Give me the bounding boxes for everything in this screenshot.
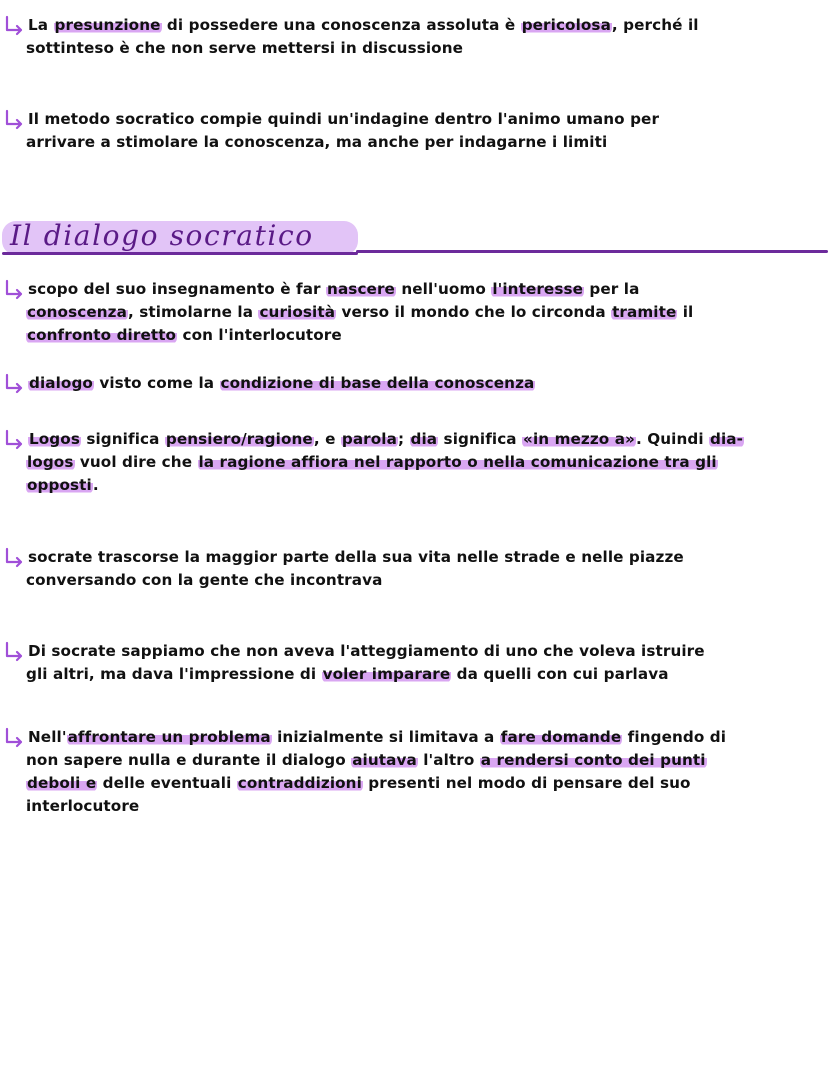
section-heading (0, 216, 828, 264)
highlighted-text: aiutava (352, 751, 417, 769)
highlighted-text: condizione di base della conoscenza (220, 374, 535, 392)
highlighted-text: dialogo (29, 374, 93, 392)
note-line (26, 569, 382, 591)
text-segment: Di socrate sappiamo che non aveva l'atteggiamento di uno che voleva istruire (28, 642, 705, 660)
highlighted-text: pericolosa (521, 16, 611, 34)
corner-arrow-icon (4, 108, 26, 130)
note-line (28, 726, 726, 748)
note-line (26, 131, 607, 153)
text-segment: presenti nel modo di pensare del suo (362, 774, 691, 792)
highlighted-text: curiosità (259, 303, 336, 321)
highlighted-text: la ragione affiora nel rapporto o nella comunicazione tra gli (198, 453, 717, 471)
highlighted-text: opposti (27, 476, 92, 494)
note-line (26, 749, 707, 771)
highlighted-text: fare domande (500, 728, 622, 746)
highlighted-text: Logos (29, 430, 80, 448)
text-segment: da quelli con cui parlava (451, 665, 669, 683)
text-segment: . Quindi (635, 430, 710, 448)
text-segment: , perché il (611, 16, 699, 34)
text-segment: significa (80, 430, 165, 448)
text-segment: l'altro (417, 751, 480, 769)
note-line (28, 278, 639, 300)
highlighted-text: parola (341, 430, 397, 448)
corner-arrow-icon (4, 14, 26, 36)
highlighted-text: logos (27, 453, 74, 471)
note-line (28, 108, 659, 130)
text-segment: interlocutore (26, 797, 140, 815)
text-segment: per la (584, 280, 640, 298)
text-segment: socrate trascorse la maggior parte della sua vita nelle strade e nelle piazze (28, 548, 684, 566)
heading-underline (2, 252, 358, 255)
note-line (28, 546, 684, 568)
text-segment: significa (438, 430, 523, 448)
highlighted-text: dia (410, 430, 438, 448)
text-segment: ; (397, 430, 410, 448)
text-segment: gli altri, ma dava l'impressione di (26, 665, 322, 683)
note-line (26, 772, 691, 794)
text-segment: visto come la (93, 374, 220, 392)
note-line (26, 663, 669, 685)
highlighted-text: voler imparare (322, 665, 451, 683)
highlighted-text: tramite (612, 303, 677, 321)
text-segment: non sapere nulla e durante il dialogo (26, 751, 352, 769)
text-segment: con l'interlocutore (177, 326, 342, 344)
highlighted-text: a rendersi conto dei punti (480, 751, 706, 769)
text-segment: sottinteso è che non serve mettersi in discussione (26, 39, 464, 57)
corner-arrow-icon (4, 546, 26, 568)
text-segment: conversando con la gente che incontrava (26, 571, 383, 589)
text-segment: fingendo di (622, 728, 727, 746)
corner-arrow-icon (4, 726, 26, 748)
highlighted-text: pensiero/ragione (165, 430, 313, 448)
note-line (26, 795, 139, 817)
highlighted-text: dia- (710, 430, 744, 448)
text-segment: scopo del suo insegnamento è far (28, 280, 327, 298)
highlighted-text: presunzione (54, 16, 161, 34)
corner-arrow-icon (4, 428, 26, 450)
page-title: Il dialogo socratico (10, 219, 314, 252)
text-segment: delle eventuali (97, 774, 237, 792)
highlighted-text: confronto diretto (27, 326, 177, 344)
note-line (26, 474, 99, 496)
note-line (26, 301, 693, 323)
highlighted-text: deboli e (27, 774, 97, 792)
highlighted-text: affrontare un problema (67, 728, 271, 746)
note-line (28, 372, 535, 394)
text-segment: vuol dire che (74, 453, 198, 471)
note-line (28, 640, 705, 662)
text-segment: inizialmente si limitava a (271, 728, 500, 746)
text-segment: nell'uomo (395, 280, 492, 298)
text-segment: di possedere una conoscenza assoluta è (161, 16, 521, 34)
text-segment: Il metodo socratico compie quindi un'indagine dentro l'animo umano per (28, 110, 660, 128)
note-line (28, 14, 699, 36)
note-line (26, 451, 718, 473)
corner-arrow-icon (4, 640, 26, 662)
text-segment: . (92, 476, 99, 494)
text-segment: La (28, 16, 54, 34)
text-segment: , stimolarne la (127, 303, 259, 321)
corner-arrow-icon (4, 372, 26, 394)
highlighted-text: nascere (327, 280, 395, 298)
note-line (26, 37, 463, 59)
highlighted-text: conoscenza (27, 303, 127, 321)
highlighted-text: «in mezzo a» (523, 430, 635, 448)
note-line (26, 324, 342, 346)
text-segment: il (677, 303, 694, 321)
highlighted-text: contraddizioni (237, 774, 362, 792)
heading-rule (356, 250, 828, 253)
highlighted-text: l'interesse (492, 280, 584, 298)
text-segment: arrivare a stimolare la conoscenza, ma anche per indagarne i limiti (26, 133, 608, 151)
corner-arrow-icon (4, 278, 26, 300)
text-segment: verso il mondo che lo circonda (336, 303, 612, 321)
text-segment: , e (313, 430, 341, 448)
note-line (28, 428, 744, 450)
text-segment: Nell' (28, 728, 67, 746)
